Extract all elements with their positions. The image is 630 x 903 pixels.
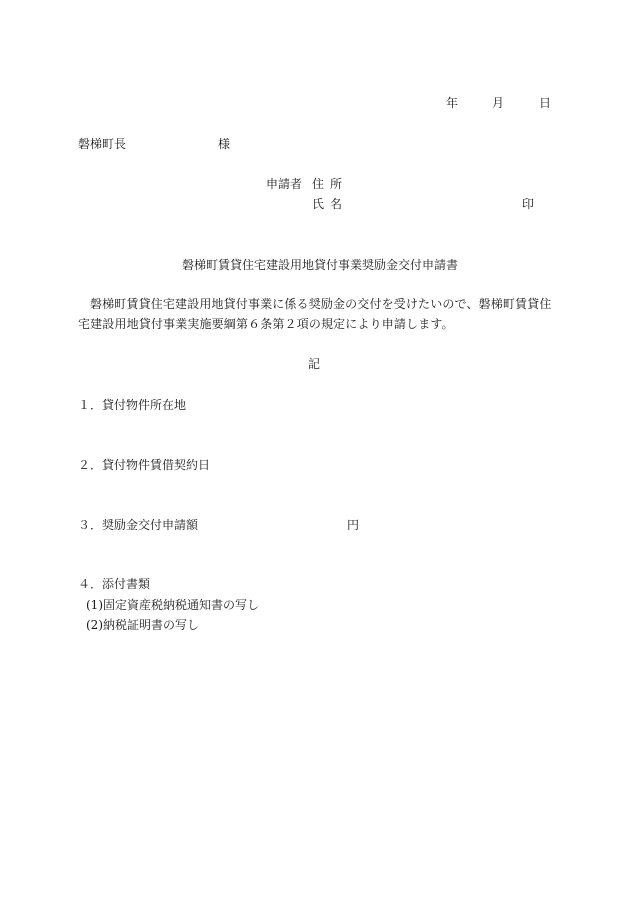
date-year-label: 年 [446, 96, 459, 110]
item-location: １．貸付物件所在地 [78, 398, 187, 412]
seal-label: 印 [522, 197, 535, 211]
date-month-label: 月 [492, 96, 505, 110]
applicant-address-label: 住所 [312, 177, 349, 191]
ki-heading: 記 [308, 357, 321, 371]
applicant-name-label: 氏名 [312, 197, 349, 211]
addressee-honorific: 様 [218, 137, 231, 151]
item-contract-date: ２．貸付物件賃借契約日 [78, 458, 211, 472]
attachment-item: (1)固定資産税納税通知書の写し [86, 598, 259, 612]
item-requested-amount: ３．奨励金交付申請額 [78, 518, 199, 532]
document-title: 磐梯町賃貸住宅建設用地貸付事業奨励金交付申請書 [182, 258, 459, 272]
addressee-name: 磐梯町長 [78, 137, 127, 151]
date-day-label: 日 [539, 96, 552, 110]
yen-unit: 円 [347, 518, 360, 532]
attachment-item: (2)納税証明書の写し [86, 618, 199, 632]
item-attachments: ４．添付書類 [78, 577, 151, 591]
document-body: 磐梯町賃貸住宅建設用地貸付事業に係る奨励金の交付を受けたいので、磐梯町賃貸住宅建設用地貸付事業実施要綱第６条第２項の規定により申請します。 [78, 297, 552, 331]
applicant-label: 申請者 [266, 177, 303, 191]
